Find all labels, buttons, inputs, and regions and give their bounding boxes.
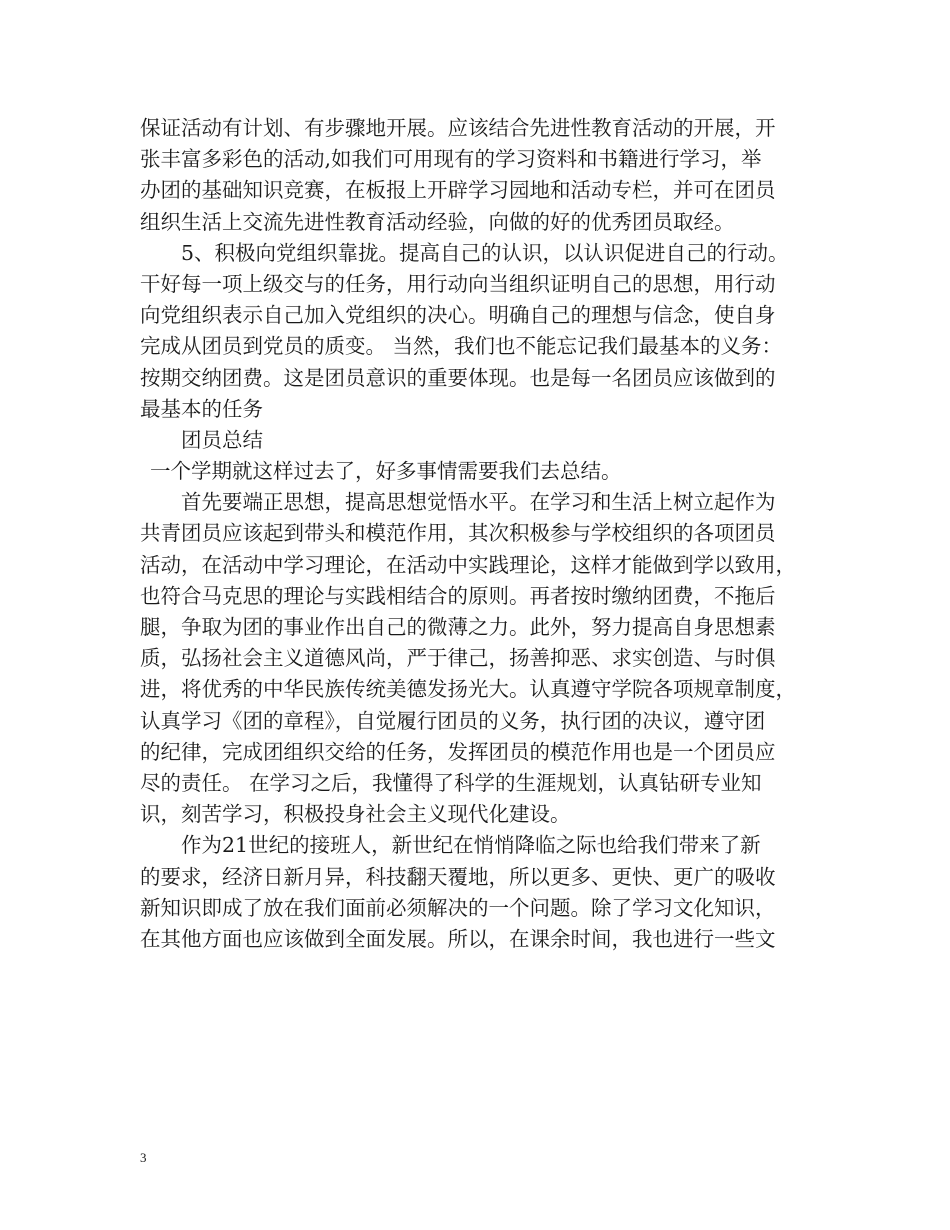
text-line: 腿，争取为团的事业作出自己的微薄之力。此外，努力提高自身思想素: [140, 615, 776, 639]
text-line: 完成从团员到党员的质变。 当然，我们也不能忘记我们最基本的义务：: [140, 334, 783, 359]
text-line: 质，弘扬社会主义道德风尚，严于律己，扬善抑恶、求实创造、与时俱: [140, 646, 776, 671]
text-line: 最基本的任务: [140, 396, 263, 421]
text-line: 共青团员应该起到带头和模范作用，其次积极参与学校组织的各项团员: [140, 521, 776, 546]
text-line: 识，刻苦学习，积极投身社会主义现代化建设。: [140, 802, 571, 827]
text-line: 组织生活上交流先进性教育活动经验，向做的好的优秀团员取经。: [140, 209, 735, 234]
text-line: 5、积极向党组织靠拢。提高自己的认识，以认识促进自己的行动。: [181, 240, 789, 265]
text-line: 进，将优秀的中华民族传统美德发扬光大。认真遵守学院各项规章制度，: [140, 677, 796, 702]
text-line: 也符合马克思的理论与实践相结合的原则。再者按时缴纳团费，不拖后: [140, 583, 776, 608]
text-line: 的纪律，完成团组织交给的任务，发挥团员的模范作用也是一个团员应: [140, 739, 776, 764]
text-line: 在其他方面也应该做到全面发展。所以，在课余时间，我也进行一些文: [140, 926, 776, 951]
text-line: 认真学习《团的章程》，自觉履行团员的义务，执行团的决议，遵守团: [140, 708, 766, 733]
text-line: 作为21世纪的接班人，新世纪在悄悄降临之际也给我们带来了新: [181, 833, 761, 858]
text-line: 办团的基础知识竞赛，在板报上开辟学习园地和活动专栏，并可在团员: [140, 178, 776, 203]
text-line: 尽的责任。 在学习之后，我懂得了科学的生涯规划，认真钻研专业知: [140, 770, 762, 795]
text-line: 活动，在活动中学习理论，在活动中实践理论，这样才能做到学以致用，: [140, 552, 796, 577]
section-heading: 团员总结: [181, 427, 263, 452]
text-line: 张丰富多彩色的活动,如我们可用现有的学习资料和书籍进行学习，举: [140, 147, 762, 172]
body-text: [140, 113, 820, 955]
text-line: 新知识即成了放在我们面前必须解决的一个问题。除了学习文化知识，: [140, 895, 776, 920]
text-line: 按期交纳团费。这是团员意识的重要体现。也是每一名团员应该做到的: [140, 365, 776, 390]
text-line: 向党组织表示自己加入党组织的决心。明确自己的理想与信念，使自身: [140, 303, 776, 328]
page-number: 3: [140, 1150, 147, 1165]
text-line: 首先要端正思想，提高思想觉悟水平。在学习和生活上树立起作为: [181, 490, 776, 515]
text-line: 保证活动有计划、有步骤地开展。应该结合先进性教育活动的开展，开: [140, 116, 776, 140]
text-line: 的要求，经济日新月异，科技翻天覆地，所以更多、更快、更广的吸收: [140, 864, 776, 889]
text-line: 干好每一项上级交与的任务，用行动向当组织证明自己的思想，用行动: [140, 271, 776, 296]
text-line: 一个学期就这样过去了，好多事情需要我们去总结。: [150, 459, 622, 484]
